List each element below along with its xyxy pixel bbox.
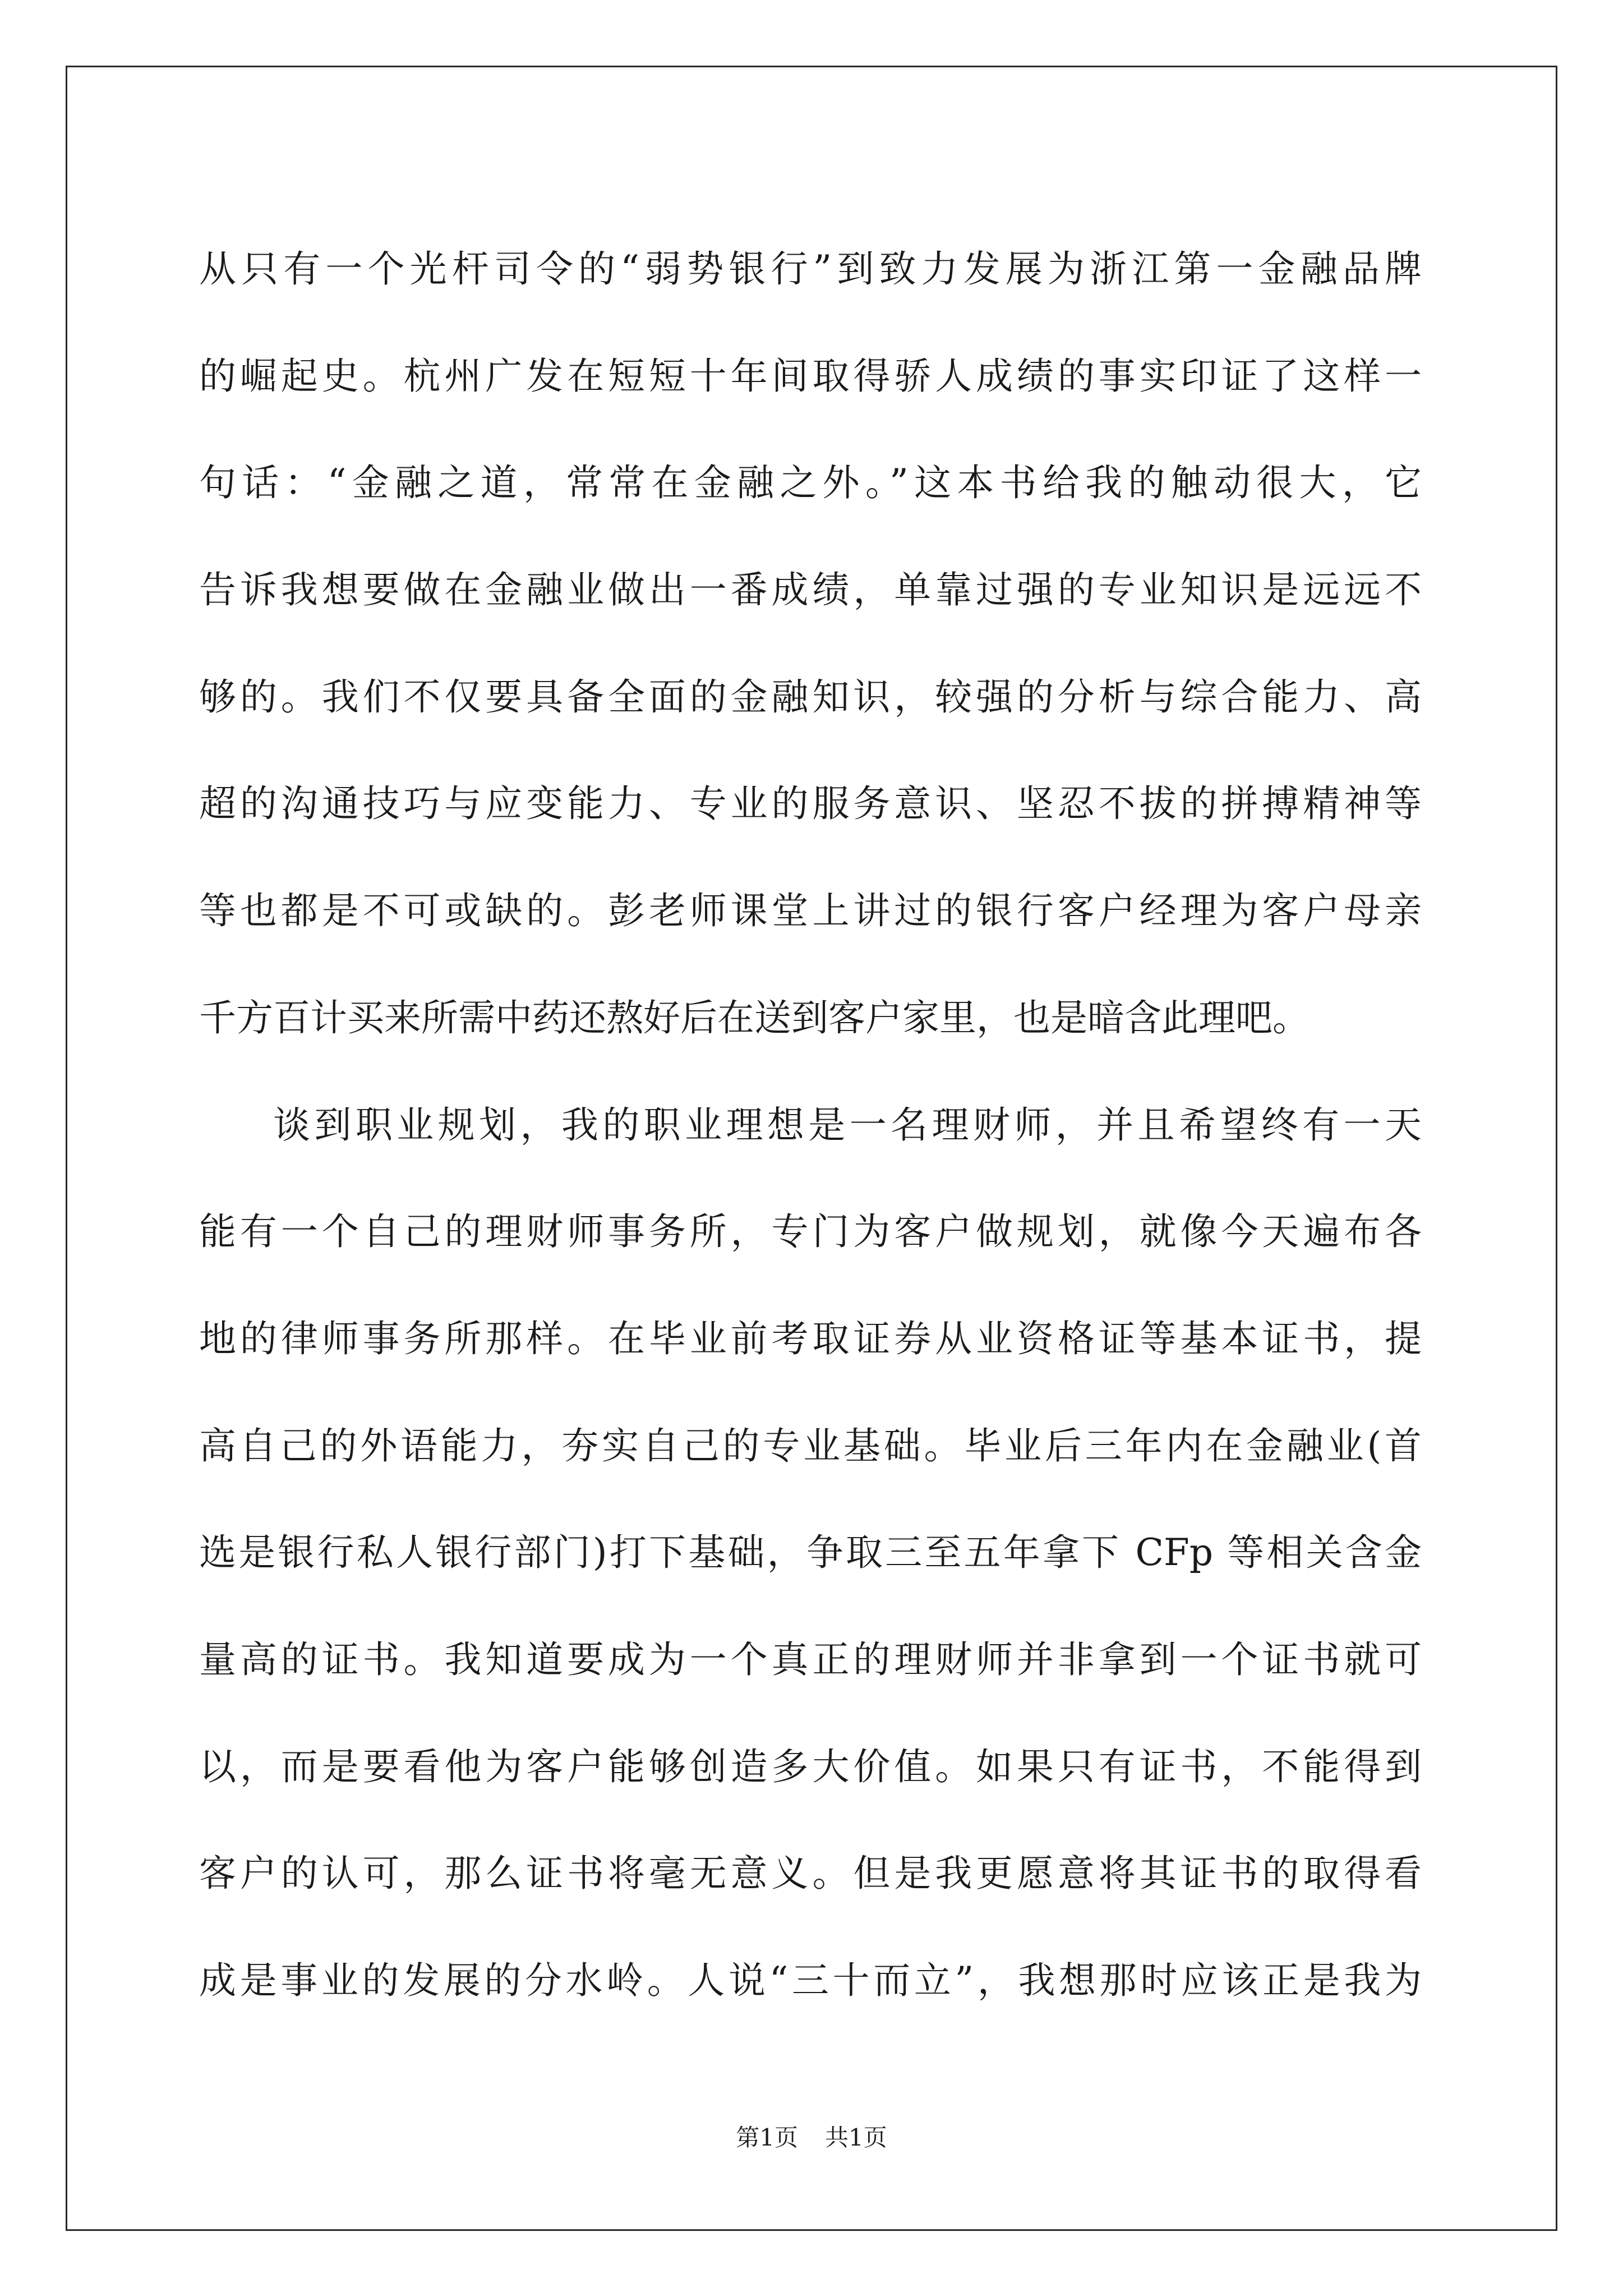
text-line: 超的沟通技巧与应变能力、专业的服务意识、坚忍不拔的拼搏精神等 bbox=[199, 782, 1422, 826]
text-line: 句话：“金融之道，常常在金融之外。”这本书给我的触动很大，它 bbox=[199, 461, 1422, 505]
text-line: 地的律师事务所那样。在毕业前考取证券从业资格证等基本证书，提 bbox=[199, 1317, 1422, 1360]
paragraph-start-line: 谈到职业规划，我的职业理想是一名理财师，并且希望终有一天 bbox=[273, 1103, 1422, 1147]
text-line: 高自己的外语能力，夯实自己的专业基础。毕业后三年内在金融业(首 bbox=[199, 1424, 1422, 1467]
page-number: 第1页 bbox=[736, 2124, 798, 2151]
text-line: 以，而是要看他为客户能够创造多大价值。如果只有证书，不能得到 bbox=[199, 1745, 1422, 1788]
text-line: 选是银行私人银行部门)打下基础，争取三至五年拿下 CFp 等相关含金 bbox=[199, 1531, 1422, 1575]
page-total: 共1页 bbox=[825, 2124, 887, 2151]
text-line: 从只有一个光杆司令的“弱势银行”到致力发展为浙江第一金融品牌 bbox=[199, 247, 1422, 291]
text-line: 能有一个自己的理财师事务所，专门为客户做规划，就像今天遍布各 bbox=[199, 1210, 1422, 1254]
text-line: 的崛起史。杭州广发在短短十年间取得骄人成绩的事实印证了这样一 bbox=[199, 354, 1422, 398]
text-line: 成是事业的发展的分水岭。人说“三十而立”，我想那时应该正是我为 bbox=[199, 1959, 1422, 2002]
page-footer bbox=[0, 2119, 1623, 2153]
text-line: 等也都是不可或缺的。彭老师课堂上讲过的银行客户经理为客户母亲 bbox=[199, 889, 1422, 933]
paragraph-end-line: 千方百计买来所需中药还熬好后在送到客户家里，也是暗含此理吧。 bbox=[199, 996, 1310, 1039]
text-line: 告诉我想要做在金融业做出一番成绩，单靠过强的专业知识是远远不 bbox=[199, 568, 1422, 612]
document-body bbox=[199, 216, 1422, 2035]
text-line: 客户的认可，那么证书将毫无意义。但是我更愿意将其证书的取得看 bbox=[199, 1852, 1422, 1895]
text-line: 量高的证书。我知道要成为一个真正的理财师并非拿到一个证书就可 bbox=[199, 1637, 1422, 1681]
text-line: 够的。我们不仅要具备全面的金融知识，较强的分析与综合能力、高 bbox=[199, 675, 1422, 719]
